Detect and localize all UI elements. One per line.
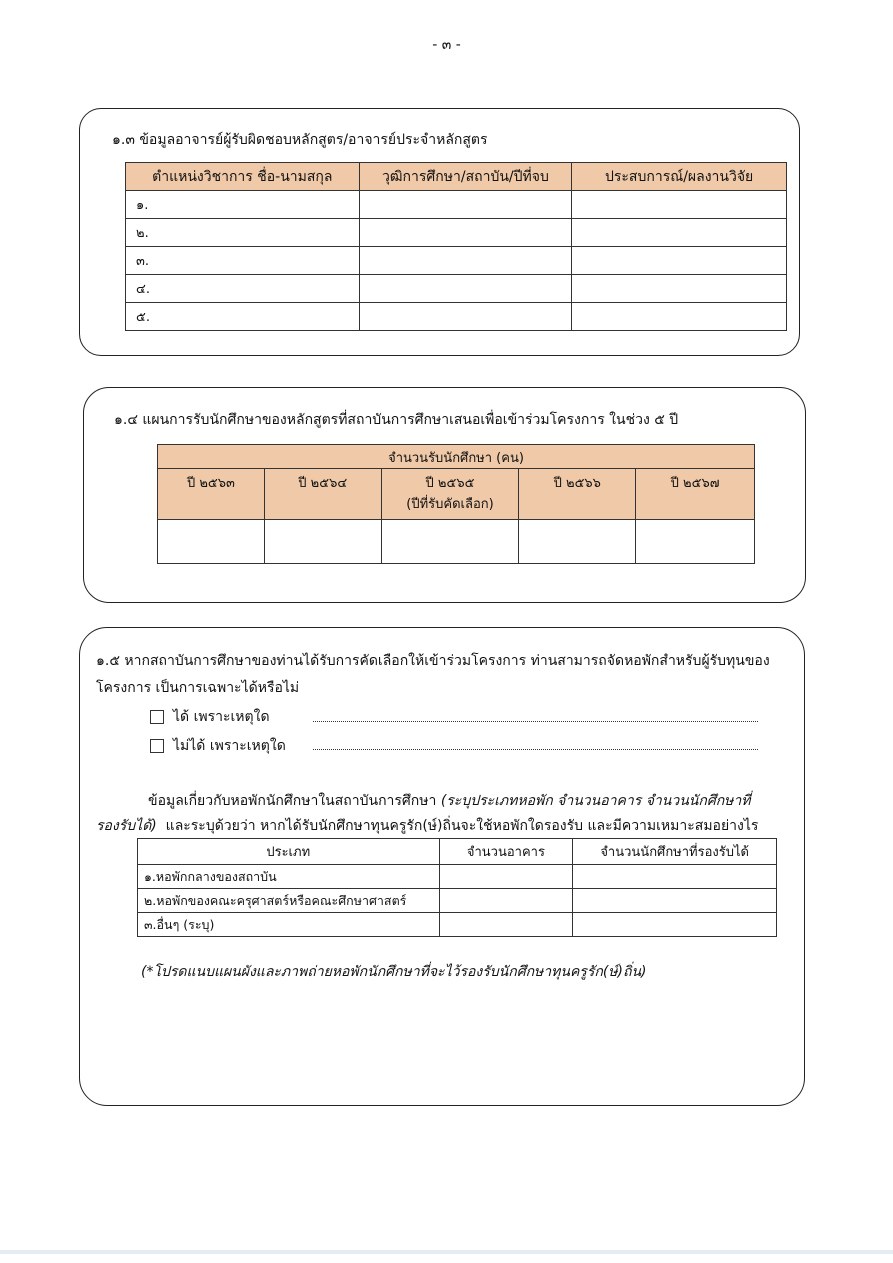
year-header: ปี ๒๕๖๗ xyxy=(636,469,755,520)
experience-cell[interactable] xyxy=(572,219,787,247)
dorm-info-line2 xyxy=(96,815,758,837)
table-row xyxy=(126,275,787,303)
buildings-cell[interactable] xyxy=(439,865,573,889)
column-header-position-name: ตำแหน่งวิชาการ ชื่อ-นามสกุล xyxy=(126,163,360,191)
instructor-table xyxy=(125,162,787,331)
table-row xyxy=(138,865,777,889)
qualification-cell[interactable] xyxy=(359,247,572,275)
column-header-buildings: จำนวนอาคาร xyxy=(439,839,573,865)
answer-line-no[interactable] xyxy=(313,749,758,750)
row-number: ๕. xyxy=(126,303,360,331)
checkbox-yes[interactable] xyxy=(150,710,164,724)
enrollment-cell[interactable] xyxy=(636,520,755,564)
qualification-cell[interactable] xyxy=(359,275,572,303)
enrollment-cell[interactable] xyxy=(158,520,265,564)
section-1-4-heading: ๑.๔ แผนการรับนักศึกษาของหลักสูตรที่สถาบันการศึกษาเสนอเพื่อเข้าร่วมโครงการ ในช่วง ๕ ปี xyxy=(114,412,679,428)
row-number: ๔. xyxy=(126,275,360,303)
buildings-cell[interactable] xyxy=(439,889,573,913)
dorm-type-cell: ๑.หอพักกลางของสถาบัน xyxy=(138,865,440,889)
dorm-info-text: และระบุด้วยว่า หากได้รับนักศึกษาทุนครูรัก(ษ์)ถิ่นจะใช้หอพักใดรองรับ และมีความเหมาะสมอย่างไร xyxy=(156,818,759,834)
dorm-info-line1 xyxy=(148,790,751,812)
qualification-cell[interactable] xyxy=(359,303,572,331)
scan-edge xyxy=(0,1250,893,1254)
enrollment-cell[interactable] xyxy=(519,520,636,564)
option-yes[interactable] xyxy=(150,706,270,728)
column-header-qualification: วุฒิการศึกษา/สถาบัน/ปีที่จบ xyxy=(359,163,572,191)
checkbox-no[interactable] xyxy=(150,739,164,753)
qualification-cell[interactable] xyxy=(359,219,572,247)
table-row xyxy=(138,913,777,937)
dorm-info-italic: (ระบุประเภทหอพัก จำนวนอาคาร จำนวนนักศึกษาที่ xyxy=(440,793,751,809)
section-1-5-heading-line2: โครงการ เป็นการเฉพาะได้หรือไม่ xyxy=(96,680,300,696)
table-row xyxy=(126,191,787,219)
table-row xyxy=(126,219,787,247)
experience-cell[interactable] xyxy=(572,303,787,331)
section-1-5-heading-line1: ๑.๕ หากสถาบันการศึกษาของท่านได้รับการคัดเลือกให้เข้าร่วมโครงการ ท่านสามารถจัดหอพักสำหรับผู้รับทุนของ xyxy=(96,653,770,669)
option-yes-label: ได้ เพราะเหตุใด xyxy=(173,709,270,725)
capacity-cell[interactable] xyxy=(573,913,777,937)
enrollment-cell[interactable] xyxy=(381,520,519,564)
year-header: ปี ๒๕๖๖ xyxy=(519,469,636,520)
selected-year-note: (ปีที่รับคัดเลือก) xyxy=(406,497,494,512)
table-row xyxy=(126,247,787,275)
option-no-label: ไม่ได้ เพราะเหตุใด xyxy=(173,738,286,754)
year-label: ปี ๒๕๖๕ xyxy=(425,476,475,491)
capacity-cell[interactable] xyxy=(573,865,777,889)
buildings-cell[interactable] xyxy=(439,913,573,937)
column-header-capacity: จำนวนนักศึกษาที่รองรับได้ xyxy=(573,839,777,865)
dorm-info-italic: รองรับได้) xyxy=(96,818,157,834)
dorm-type-cell: ๓.อื่นๆ (ระบุ) xyxy=(138,913,440,937)
page-number: - ๓ - xyxy=(432,37,461,53)
table-row xyxy=(138,889,777,913)
row-number: ๒. xyxy=(126,219,360,247)
section-1-3-heading: ๑.๓ ข้อมูลอาจารย์ผู้รับผิดชอบหลักสูตร/อาจารย์ประจำหลักสูตร xyxy=(112,132,488,148)
table-row xyxy=(158,520,755,564)
row-number: ๑. xyxy=(126,191,360,219)
answer-line-yes[interactable] xyxy=(313,721,758,722)
experience-cell[interactable] xyxy=(572,247,787,275)
dorm-info-text: ข้อมูลเกี่ยวกับหอพักนักศึกษาในสถาบันการศึกษา xyxy=(148,793,441,809)
table-row xyxy=(126,303,787,331)
year-header: ปี ๒๕๖๔ xyxy=(264,469,381,520)
dormitory-table xyxy=(137,838,777,937)
experience-cell[interactable] xyxy=(572,191,787,219)
attachment-note: (*โปรดแนบแผนผังและภาพถ่ายหอพักนักศึกษาที่จะไว้รองรับนักศึกษาทุนครูรัก(ษ์)ถิ่น) xyxy=(141,964,647,980)
capacity-cell[interactable] xyxy=(573,889,777,913)
column-header-experience: ประสบการณ์/ผลงานวิจัย xyxy=(572,163,787,191)
option-no[interactable] xyxy=(150,735,286,757)
enrollment-cell[interactable] xyxy=(264,520,381,564)
experience-cell[interactable] xyxy=(572,275,787,303)
enrollment-plan-table xyxy=(157,444,755,564)
column-header-type: ประเภท xyxy=(138,839,440,865)
enrollment-table-title: จำนวนรับนักศึกษา (คน) xyxy=(158,445,755,469)
dorm-type-cell: ๒.หอพักของคณะครุศาสตร์หรือคณะศึกษาศาสตร์ xyxy=(138,889,440,913)
year-header: ปี ๒๕๖๓ xyxy=(158,469,265,520)
qualification-cell[interactable] xyxy=(359,191,572,219)
year-header-selected xyxy=(381,469,519,520)
row-number: ๓. xyxy=(126,247,360,275)
